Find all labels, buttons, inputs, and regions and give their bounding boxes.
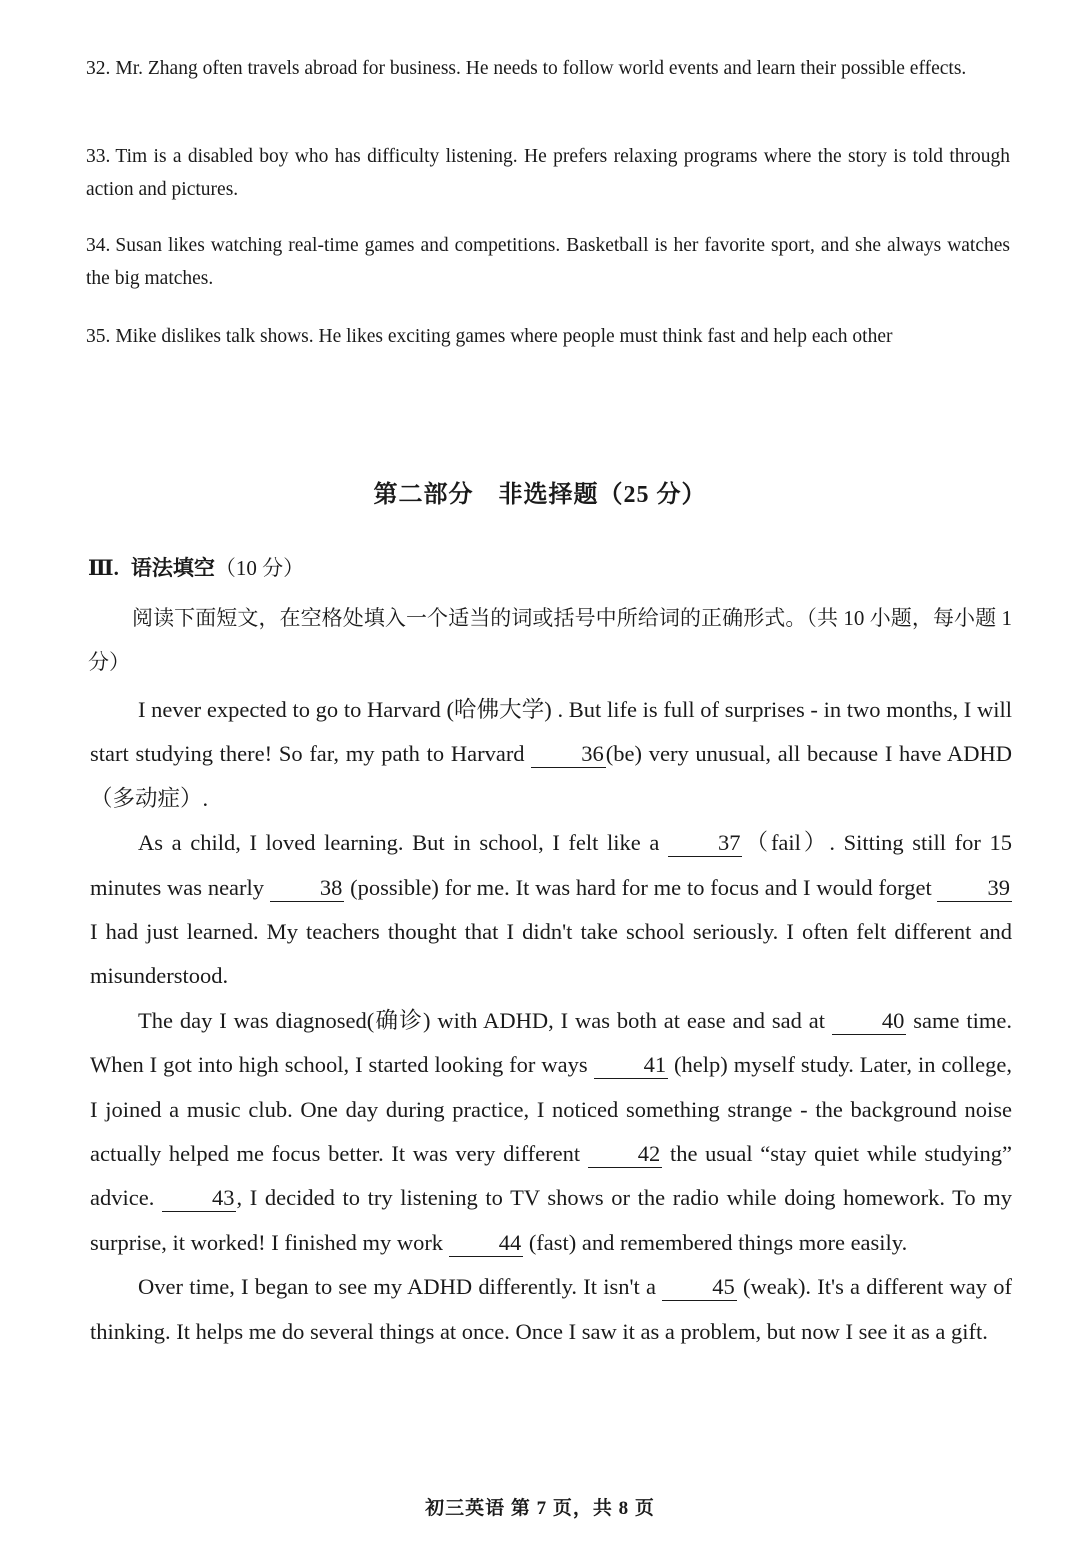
- part-score: （10 分）: [214, 556, 305, 580]
- passage-paragraph-3: [90, 999, 1012, 1265]
- question-32: [86, 52, 1010, 85]
- blank-40: 40: [832, 1008, 907, 1035]
- passage-text: (fast) and remembered things more easily.: [523, 1229, 908, 1255]
- instructions: 阅读下面短文，在空格处填入一个适当的词或括号中所给词的正确形式。（共 10 小题，每小题 1 分）: [88, 606, 1012, 674]
- passage-paragraph-4: [90, 1265, 1012, 1354]
- passage-text: (be) very unusual, all because I have ADHD（多动症）.: [90, 741, 1012, 811]
- blank-43: 43: [162, 1185, 237, 1212]
- blank-45: 45: [662, 1274, 737, 1301]
- blank-39: 39: [937, 875, 1012, 902]
- question-number: 34.: [86, 235, 111, 256]
- passage-text: The day I was diagnosed(确诊) with ADHD, I was both at ease and sad at: [138, 1007, 832, 1033]
- question-text: Tim is a disabled boy who has difficulty listening. He prefers relaxing programs where the story is told through action and pictures.: [86, 146, 1010, 200]
- passage-text: (weak). It's a different way of thinking. It helps me do several things at once. Once I saw it as a problem, but now I see it as a gift.: [90, 1274, 1012, 1344]
- part-heading: [88, 552, 304, 582]
- passage-text: (possible) for me. It was hard for me to focus and I would forget: [344, 874, 938, 900]
- page-footer: 初三英语 第 7 页，共 8 页: [425, 1498, 655, 1519]
- question-34: [86, 229, 1010, 295]
- blank-44: 44: [449, 1230, 524, 1257]
- passage-text: Over time, I began to see my ADHD differently. It isn't a: [138, 1274, 663, 1300]
- passage-paragraph-1: [90, 688, 1012, 821]
- passage-text: (help) myself study. Later, in college, I joined a music club. One day during practice, I noticed something strange - the background noise actually helped me focus better. It was very different: [90, 1052, 1013, 1167]
- passage-text: , I decided to try listening to TV shows or the radio while doing homework. To my surprise, it worked! I finished my work: [90, 1185, 1012, 1255]
- question-text: Mike dislikes talk shows. He likes exciting games where people must think fast and help each other: [115, 326, 893, 347]
- passage-text: the usual “stay quiet while studying” advice.: [90, 1141, 1012, 1211]
- question-text: Susan likes watching real-time games and competitions. Basketball is her favorite sport, and she always watches the big matches.: [86, 235, 1010, 289]
- question-number: 35.: [86, 326, 111, 347]
- passage-text: I had just learned. My teachers thought that I didn't take school seriously. I often felt different and misunderstood.: [90, 919, 1012, 989]
- blank-37: 37: [668, 830, 743, 857]
- blank-41: 41: [594, 1052, 669, 1079]
- passage-text: （fail）. Sitting still for 15 minutes was nearly: [90, 830, 1012, 900]
- passage-text: same time. When I got into high school, I started looking for ways: [90, 1007, 1012, 1078]
- part-numeral: Ⅲ.: [88, 556, 119, 580]
- section-title: 第二部分 非选择题（25 分）: [373, 482, 707, 508]
- question-number: 33.: [86, 146, 111, 167]
- question-number: 32.: [86, 58, 111, 79]
- passage: [90, 688, 1012, 1354]
- question-35: [86, 320, 1010, 353]
- question-33: [86, 140, 1010, 206]
- part-label: 语法填空: [130, 556, 215, 580]
- question-text: Mr. Zhang often travels abroad for business. He needs to follow world events and learn their possible effects.: [115, 58, 967, 79]
- blank-42: 42: [588, 1141, 663, 1168]
- blank-38: 38: [270, 875, 345, 902]
- passage-text: As a child, I loved learning. But in school, I felt like a: [138, 830, 668, 856]
- passage-text: I never expected to go to Harvard (哈佛大学) . But life is full of surprises - in two months, I will start studying there! So far, my path to Harvard: [90, 697, 1012, 767]
- passage-paragraph-2: [90, 821, 1012, 999]
- blank-36: 36: [531, 741, 606, 768]
